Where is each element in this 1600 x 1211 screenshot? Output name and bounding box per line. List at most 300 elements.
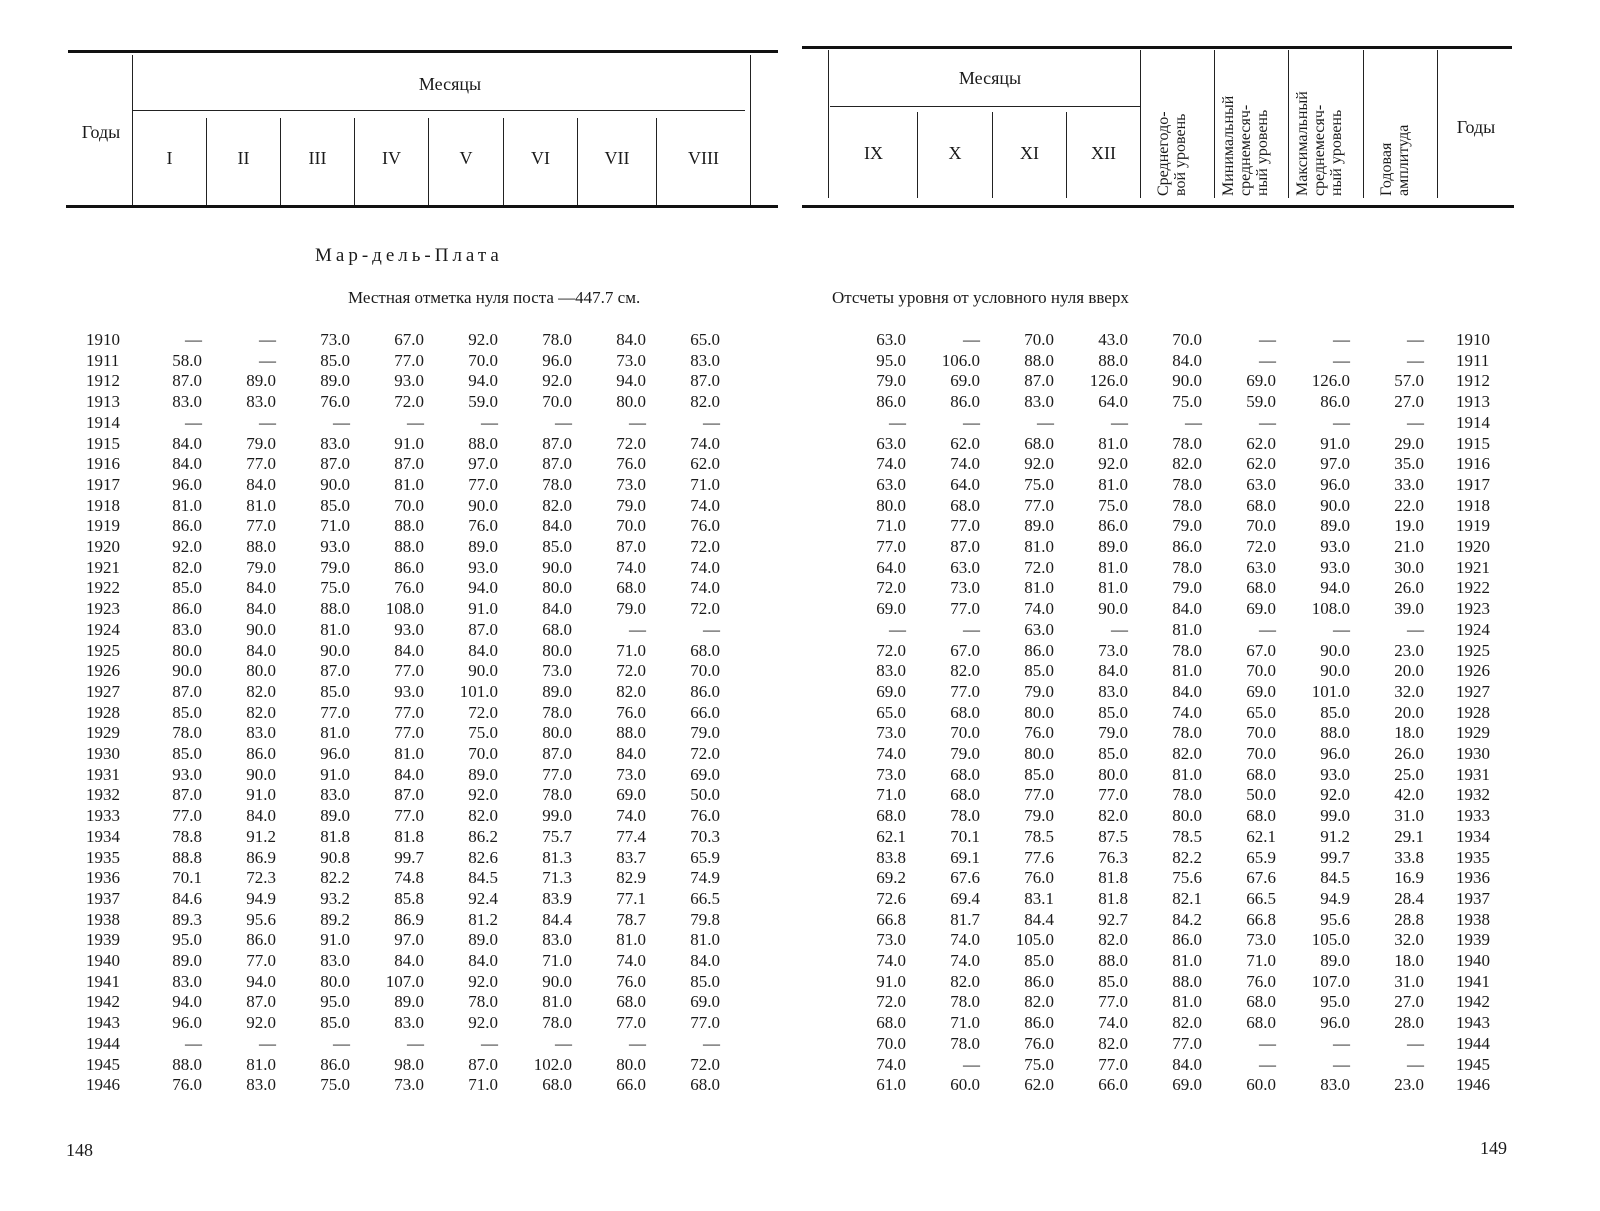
value-cell: 90.0 (1320, 661, 1350, 681)
value-cell: 81.0 (1098, 433, 1128, 453)
year-cell: 1932 (86, 785, 120, 805)
value-cell: — (1259, 1033, 1276, 1053)
year-cell: 1920 (86, 537, 120, 556)
value-cell: 84.0 (394, 640, 424, 660)
value-cell: 81.0 (1024, 537, 1054, 556)
value-cell: 82.0 (1172, 1013, 1202, 1033)
value-cell: — (889, 619, 906, 639)
year-cell: 1941 (1456, 971, 1490, 991)
year-cell: 1945 (1456, 1054, 1490, 1074)
value-cell: 68.0 (690, 640, 720, 660)
value-cell: 89.3 (172, 909, 202, 929)
value-cell: 91.2 (1320, 826, 1350, 846)
value-cell: 70.0 (1246, 744, 1276, 763)
value-cell: 79.0 (1098, 723, 1128, 743)
value-cell: — (1333, 412, 1350, 432)
value-cell: 81.8 (1098, 888, 1128, 908)
value-cell: 85.0 (320, 350, 350, 370)
value-cell: 68.0 (616, 578, 646, 598)
value-cell: 89.0 (1098, 537, 1128, 556)
value-cell: 25.0 (1394, 764, 1424, 784)
value-cell: 81.8 (320, 826, 350, 846)
value-cell: 72.0 (690, 1054, 720, 1074)
value-cell: 76.0 (616, 971, 646, 991)
value-cell: — (481, 412, 498, 432)
value-cell: 42.0 (1394, 785, 1424, 805)
year-cell: 1920 (1456, 537, 1490, 556)
year-cell: 1941 (86, 971, 120, 991)
value-cell: 95.6 (1320, 909, 1350, 929)
value-cell: 30.0 (1394, 557, 1424, 577)
year-cell: 1933 (1456, 806, 1490, 826)
year-cell: 1930 (1456, 744, 1490, 763)
value-cell: 59.0 (1246, 392, 1276, 412)
value-cell: 78.0 (950, 1033, 980, 1053)
year-cell: 1946 (1456, 1075, 1490, 1095)
value-cell: 80.0 (542, 640, 572, 660)
value-cell: 62.1 (1246, 826, 1276, 846)
value-cell: 84.4 (1024, 909, 1054, 929)
value-cell: 65.0 (876, 702, 906, 722)
value-cell: 81.0 (1098, 557, 1128, 577)
value-cell: 79.0 (320, 557, 350, 577)
value-cell: — (1111, 412, 1128, 432)
value-cell: 96.0 (172, 474, 202, 494)
value-cell: — (889, 412, 906, 432)
value-cell: 65.0 (690, 330, 720, 349)
value-cell: 108.0 (1311, 599, 1350, 619)
value-cell: 70.0 (542, 392, 572, 412)
value-cell: 94.0 (616, 371, 646, 391)
value-cell: 72.0 (690, 537, 720, 556)
value-cell: 67.6 (950, 868, 980, 888)
value-cell: 77.0 (950, 681, 980, 701)
value-cell: 85.0 (690, 971, 720, 991)
value-cell: 83.7 (616, 847, 646, 867)
value-cell: 88.0 (172, 1054, 202, 1074)
value-cell: 71.0 (542, 951, 572, 970)
value-cell: 94.0 (1320, 578, 1350, 598)
value-cell: 82.0 (246, 702, 276, 722)
value-cell: 93.0 (394, 371, 424, 391)
value-cell: 95.6 (246, 909, 276, 929)
value-cell: 68.0 (1246, 992, 1276, 1012)
value-cell: — (1185, 412, 1202, 432)
month-header-3: III (308, 148, 327, 168)
value-cell: 80.0 (616, 392, 646, 412)
year-cell: 1912 (86, 371, 120, 391)
value-cell: 68.0 (616, 992, 646, 1012)
value-cell: 33.0 (1394, 474, 1424, 494)
amplitude-header: Годовая амплитуда (1378, 124, 1412, 196)
value-cell: 88.0 (1024, 350, 1054, 370)
value-cell: 82.6 (468, 847, 498, 867)
value-cell: 73.0 (616, 350, 646, 370)
value-cell: 87.0 (690, 371, 720, 391)
value-cell: 93.2 (320, 888, 350, 908)
value-cell: 89.0 (172, 951, 202, 970)
year-cell: 1928 (86, 702, 120, 722)
value-cell: 85.0 (542, 537, 572, 556)
year-cell: 1939 (86, 930, 120, 950)
value-cell: 74.0 (1172, 702, 1202, 722)
value-cell: 74.0 (950, 930, 980, 950)
value-cell: 94.0 (172, 992, 202, 1012)
value-cell: 69.4 (950, 888, 980, 908)
value-cell: 66.0 (1098, 1075, 1128, 1095)
value-cell: 74.0 (1098, 1013, 1128, 1033)
value-cell: 69.2 (876, 868, 906, 888)
value-cell: 68.0 (1024, 433, 1054, 453)
value-cell: 90.0 (320, 474, 350, 494)
value-cell: 86.0 (394, 557, 424, 577)
value-cell: 68.0 (690, 1075, 720, 1095)
value-cell: 83.0 (876, 661, 906, 681)
value-cell: 92.0 (468, 330, 498, 349)
value-cell: 89.0 (468, 764, 498, 784)
value-cell: 29.1 (1394, 826, 1424, 846)
value-cell: 80.0 (542, 578, 572, 598)
value-cell: 87.0 (246, 992, 276, 1012)
value-cell: — (1259, 330, 1276, 349)
year-cell: 1928 (1456, 702, 1490, 722)
value-cell: 92.7 (1098, 909, 1128, 929)
value-cell: 94.0 (246, 971, 276, 991)
value-cell: 91.0 (246, 785, 276, 805)
value-cell: 87.0 (542, 433, 572, 453)
value-cell: 77.4 (616, 826, 646, 846)
value-cell: 63.0 (876, 330, 906, 349)
value-cell: 69.0 (950, 371, 980, 391)
value-cell: 76.0 (616, 454, 646, 474)
month-header-8: VIII (688, 148, 719, 168)
value-cell: 77.0 (690, 1013, 720, 1033)
value-cell: 73.0 (950, 578, 980, 598)
value-cell: 81.7 (950, 909, 980, 929)
value-cell: 76.0 (468, 516, 498, 536)
value-cell: 87.0 (468, 619, 498, 639)
value-cell: 73.0 (616, 764, 646, 784)
value-cell: 43.0 (1098, 330, 1128, 349)
value-cell: 75.7 (542, 826, 572, 846)
value-cell: 71.0 (616, 640, 646, 660)
months-header: Месяцы (958, 68, 1022, 88)
year-cell: 1943 (1456, 1013, 1490, 1033)
year-cell: 1921 (1456, 557, 1490, 577)
value-cell: 80.0 (246, 661, 276, 681)
value-cell: 89.0 (1320, 516, 1350, 536)
value-cell: 89.0 (320, 806, 350, 826)
value-cell: 84.0 (1172, 599, 1202, 619)
value-cell: 78.0 (542, 474, 572, 494)
value-cell: 88.0 (1098, 951, 1128, 970)
year-cell: 1916 (1456, 454, 1490, 474)
value-cell: 50.0 (1246, 785, 1276, 805)
value-cell: 77.6 (1024, 847, 1054, 867)
value-cell: 78.8 (172, 826, 202, 846)
year-cell: 1945 (86, 1054, 120, 1074)
year-cell: 1922 (86, 578, 120, 598)
min-monthly-header: Минимальный среднемесяч- ный уровень (1220, 95, 1271, 196)
year-cell: 1946 (86, 1075, 120, 1095)
value-cell: 108.0 (385, 599, 424, 619)
value-cell: 69.0 (616, 785, 646, 805)
value-cell: 59.0 (468, 392, 498, 412)
value-cell: 82.2 (1172, 847, 1202, 867)
value-cell: 79.0 (1172, 578, 1202, 598)
value-cell: 81.0 (394, 474, 424, 494)
year-cell: 1924 (1456, 619, 1490, 639)
value-cell: 78.0 (542, 1013, 572, 1033)
value-cell: 71.0 (320, 516, 350, 536)
year-cell: 1930 (86, 744, 120, 763)
value-cell: 86.0 (246, 744, 276, 763)
value-cell: 91.0 (320, 930, 350, 950)
value-cell: 33.8 (1394, 847, 1424, 867)
value-cell: 84.6 (172, 888, 202, 908)
value-cell: 77.0 (394, 806, 424, 826)
year-cell: 1929 (1456, 723, 1490, 743)
value-cell: 91.0 (320, 764, 350, 784)
value-cell: 68.0 (1246, 578, 1276, 598)
value-cell: 82.0 (1098, 1033, 1128, 1053)
value-cell: 92.0 (468, 1013, 498, 1033)
value-cell: 87.0 (950, 537, 980, 556)
value-cell: 74.0 (616, 806, 646, 826)
value-cell: 70.0 (1024, 330, 1054, 349)
value-cell: 88.0 (1172, 971, 1202, 991)
value-cell: 16.9 (1394, 868, 1424, 888)
value-cell: 66.0 (616, 1075, 646, 1095)
value-cell: 78.0 (172, 723, 202, 743)
year-cell: 1913 (1456, 392, 1490, 412)
month-header-12: XII (1091, 143, 1116, 163)
value-cell: 63.0 (1246, 474, 1276, 494)
value-cell: 94.9 (1320, 888, 1350, 908)
value-cell: 71.0 (876, 516, 906, 536)
value-cell: 73.0 (1098, 640, 1128, 660)
value-cell: 90.0 (172, 661, 202, 681)
value-cell: 88.0 (320, 599, 350, 619)
value-cell: 82.0 (1098, 806, 1128, 826)
value-cell: 95.0 (320, 992, 350, 1012)
value-cell: 88.0 (394, 537, 424, 556)
value-cell: — (1407, 1033, 1424, 1053)
value-cell: 71.0 (950, 1013, 980, 1033)
year-cell: 1914 (1456, 412, 1490, 432)
value-cell: 86.9 (394, 909, 424, 929)
value-cell: 79.0 (246, 557, 276, 577)
value-cell: — (185, 1033, 202, 1053)
value-cell: 77.0 (246, 951, 276, 970)
value-cell: 77.0 (950, 516, 980, 536)
value-cell: — (1407, 619, 1424, 639)
value-cell: 78.0 (1172, 785, 1202, 805)
value-cell: 73.0 (616, 474, 646, 494)
year-cell: 1936 (86, 868, 120, 888)
value-cell: 83.0 (1320, 1075, 1350, 1095)
value-cell: 90.0 (1320, 640, 1350, 660)
value-cell: 86.0 (1172, 537, 1202, 556)
value-cell: 76.0 (1246, 971, 1276, 991)
value-cell: — (1407, 412, 1424, 432)
value-cell: 76.0 (1024, 723, 1054, 743)
value-cell: 93.0 (394, 619, 424, 639)
value-cell: 88.0 (468, 433, 498, 453)
year-cell: 1939 (1456, 930, 1490, 950)
value-cell: 62.0 (950, 433, 980, 453)
value-cell: 85.0 (320, 681, 350, 701)
value-cell: 70.0 (468, 744, 498, 763)
value-cell: 77.1 (616, 888, 646, 908)
value-cell: 81.0 (616, 930, 646, 950)
value-cell: 87.0 (172, 785, 202, 805)
value-cell: 90.0 (246, 619, 276, 639)
value-cell: 81.0 (1098, 474, 1128, 494)
value-cell: 83.8 (876, 847, 906, 867)
value-cell: 96.0 (172, 1013, 202, 1033)
years-header: Годы (81, 122, 121, 142)
value-cell: 88.0 (246, 537, 276, 556)
value-cell: 89.0 (1024, 516, 1054, 536)
month-header-5: V (459, 148, 473, 168)
value-cell: 83.0 (172, 392, 202, 412)
value-cell: 77.0 (1172, 1033, 1202, 1053)
value-cell: 79.0 (876, 371, 906, 391)
year-cell: 1942 (1456, 992, 1490, 1012)
value-cell: 88.0 (1320, 723, 1350, 743)
value-cell: — (185, 330, 202, 349)
value-cell: — (407, 412, 424, 432)
year-cell: 1929 (86, 723, 120, 743)
year-cell: 1918 (86, 495, 120, 515)
value-cell: 74.0 (690, 433, 720, 453)
value-cell: 83.0 (1024, 392, 1054, 412)
value-cell: 90.8 (320, 847, 350, 867)
value-cell: 89.0 (468, 537, 498, 556)
value-cell: 67.0 (1246, 640, 1276, 660)
value-cell: 84.2 (1172, 909, 1202, 929)
value-cell: 69.0 (876, 599, 906, 619)
value-cell: 69.0 (1246, 681, 1276, 701)
value-cell: 80.0 (1098, 764, 1128, 784)
value-cell: 77.0 (1098, 785, 1128, 805)
value-cell: 61.0 (876, 1075, 906, 1095)
value-cell: 73.0 (320, 330, 350, 349)
value-cell: 88.0 (616, 723, 646, 743)
value-cell: 95.0 (876, 350, 906, 370)
value-cell: — (963, 412, 980, 432)
year-cell: 1911 (86, 350, 120, 370)
value-cell: — (629, 1033, 646, 1053)
value-cell: 84.0 (246, 806, 276, 826)
value-cell: 96.0 (1320, 744, 1350, 763)
value-cell: 95.0 (172, 930, 202, 950)
value-cell: 31.0 (1394, 971, 1424, 991)
value-cell: 50.0 (690, 785, 720, 805)
value-cell: — (259, 1033, 276, 1053)
value-cell: — (481, 1033, 498, 1053)
month-header-1: I (166, 148, 173, 168)
value-cell: 67.6 (1246, 868, 1276, 888)
value-cell: 87.0 (320, 661, 350, 681)
value-cell: 86.0 (1024, 1013, 1054, 1033)
value-cell: 81.0 (394, 744, 424, 763)
value-cell: 83.0 (320, 951, 350, 970)
value-cell: 77.0 (394, 350, 424, 370)
table-header-bottom-rule (66, 205, 778, 208)
value-cell: 86.0 (1024, 971, 1054, 991)
value-cell: 86.0 (1098, 516, 1128, 536)
value-cell: 83.0 (394, 1013, 424, 1033)
year-cell: 1916 (86, 454, 120, 474)
value-cell: 73.0 (542, 661, 572, 681)
value-cell: 75.0 (1024, 1054, 1054, 1074)
value-cell: 86.0 (950, 392, 980, 412)
value-cell: 78.0 (542, 785, 572, 805)
year-cell: 1926 (1456, 661, 1490, 681)
value-cell: 74.0 (876, 951, 906, 970)
value-cell: 23.0 (1394, 1075, 1424, 1095)
value-cell: 71.0 (690, 474, 720, 494)
value-cell: 87.0 (1024, 371, 1054, 391)
value-cell: 85.0 (320, 495, 350, 515)
value-cell: 78.0 (1172, 640, 1202, 660)
value-cell: 77.0 (876, 537, 906, 556)
right-page (800, 0, 1600, 1211)
value-cell: — (1111, 619, 1128, 639)
value-cell: 81.0 (1172, 992, 1202, 1012)
value-cell: 75.0 (1098, 495, 1128, 515)
value-cell: 99.7 (1320, 847, 1350, 867)
value-cell: 27.0 (1394, 392, 1424, 412)
year-cell: 1944 (1456, 1033, 1490, 1053)
months-header: Месяцы (418, 74, 482, 94)
value-cell: 90.0 (1098, 599, 1128, 619)
value-cell: 81.2 (468, 909, 498, 929)
year-cell: 1933 (86, 806, 120, 826)
value-cell: 87.0 (394, 785, 424, 805)
value-cell: 77.0 (394, 661, 424, 681)
year-cell: 1934 (1456, 826, 1490, 846)
value-cell: 78.0 (1172, 723, 1202, 743)
year-cell: 1911 (1456, 350, 1490, 370)
value-cell: 80.0 (876, 495, 906, 515)
value-cell: 20.0 (1394, 661, 1424, 681)
value-cell: 77.0 (320, 702, 350, 722)
value-cell: 90.0 (542, 557, 572, 577)
value-cell: 69.0 (690, 764, 720, 784)
value-cell: 78.5 (1024, 826, 1054, 846)
value-cell: 18.0 (1394, 723, 1424, 743)
value-cell: 74.0 (616, 557, 646, 577)
value-cell: 79.0 (950, 744, 980, 763)
value-cell: 84.0 (1172, 1054, 1202, 1074)
value-cell: 84.0 (1098, 661, 1128, 681)
value-cell: — (963, 1054, 980, 1074)
value-cell: 73.0 (1246, 930, 1276, 950)
year-cell: 1922 (1456, 578, 1490, 598)
value-cell: 69.1 (950, 847, 980, 867)
value-cell: 68.0 (1246, 806, 1276, 826)
value-cell: — (1333, 350, 1350, 370)
value-cell: 83.0 (246, 723, 276, 743)
value-cell: 58.0 (172, 350, 202, 370)
value-cell: 72.0 (616, 661, 646, 681)
value-cell: 76.0 (690, 516, 720, 536)
value-cell: 62.1 (876, 826, 906, 846)
value-cell: 85.0 (1024, 661, 1054, 681)
